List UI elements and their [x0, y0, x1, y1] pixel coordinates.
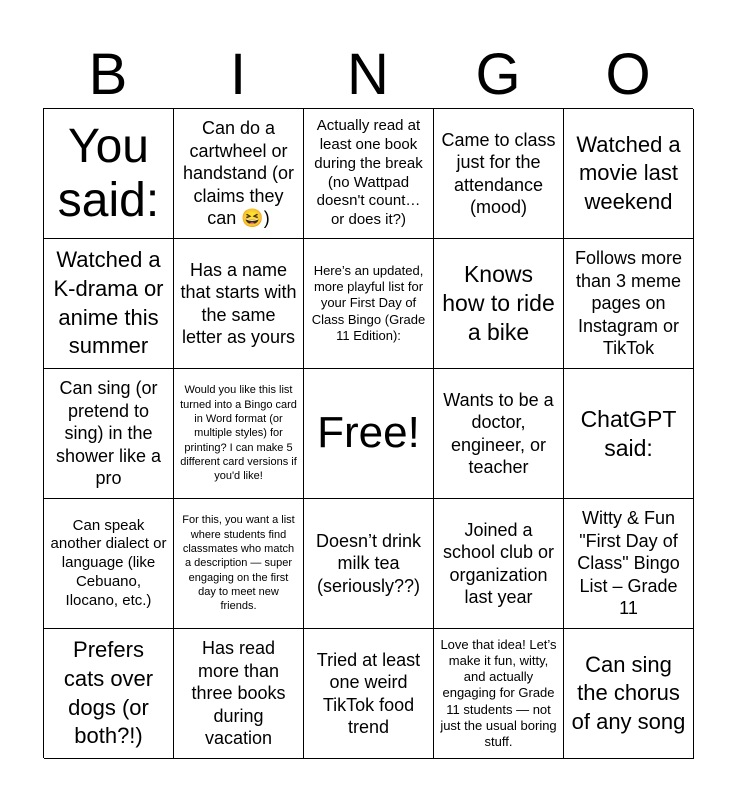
cell-text: Here’s an updated, more playful list for your First Day of Class Bingo (Grade 11 Edition): — [311, 262, 426, 343]
cell-text: Can sing (or pretend to sing) in the shower like a pro — [55, 378, 162, 489]
bingo-cell[interactable] — [304, 629, 434, 759]
bingo-header — [43, 44, 693, 106]
cell-text: You said: — [57, 119, 160, 227]
bingo-cell[interactable] — [174, 109, 304, 239]
cell-text: ChatGPT said: — [580, 405, 677, 461]
cell-text: Witty & Fun "First Day of Class" Bingo List – Grade 11 — [577, 508, 680, 619]
cell-text: Wants to be a doctor, engineer, or teacher — [443, 389, 554, 477]
cell-text: Follows more than 3 meme pages on Instagram or TikTok — [574, 248, 683, 359]
header-letter-n: N — [347, 42, 389, 107]
bingo-cell[interactable] — [44, 239, 174, 369]
cell-text: For this, you want a list where students find classmates who match a description — super engaging on the first day to meet new friends. — [182, 514, 295, 613]
bingo-cell[interactable] — [564, 109, 694, 239]
cell-text: Can sing the chorus of any song — [571, 651, 686, 734]
bingo-cell[interactable] — [564, 629, 694, 759]
free-space[interactable] — [304, 369, 434, 499]
bingo-cell[interactable] — [564, 239, 694, 369]
bingo-cell[interactable] — [564, 369, 694, 499]
cell-text: Has a name that starts with the same letter as yours — [180, 259, 297, 347]
bingo-cell[interactable] — [434, 629, 564, 759]
bingo-cell[interactable] — [174, 629, 304, 759]
bingo-cell[interactable] — [174, 369, 304, 499]
cell-text: Watched a K-drama or anime this summer — [53, 247, 164, 359]
bingo-cell[interactable] — [44, 629, 174, 759]
cell-text: Has read more than three books during vacation — [191, 638, 286, 749]
header-letter-b: B — [88, 42, 128, 107]
bingo-cell[interactable] — [44, 499, 174, 629]
cell-text: Can speak another dialect or language (like Cebuano, Ilocano, etc.) — [50, 516, 167, 609]
bingo-cell[interactable] — [304, 499, 434, 629]
cell-text: Love that idea! Let’s make it fun, witty, and actually engaging for Grade 11 students — not just the usual boring stuff. — [440, 636, 557, 750]
bingo-cell[interactable] — [434, 109, 564, 239]
free-space-text: Free! — [317, 408, 420, 458]
cell-text: Actually read at least one book during the break (no Wattpad doesn't count… or does it?) — [314, 117, 423, 228]
cell-text: Would you like this list turned into a Bingo card in Word format (or multiple styles) for printing? I can make 5 different card versions if you'd like! — [180, 384, 297, 483]
bingo-cell[interactable] — [44, 369, 174, 499]
bingo-cell[interactable] — [174, 499, 304, 629]
header-letter-g: G — [475, 42, 521, 107]
cell-text: Joined a school club or organization last year — [442, 519, 555, 607]
cell-text: Came to class just for the attendance (mood) — [441, 129, 556, 217]
bingo-cell[interactable] — [564, 499, 694, 629]
cell-text: Doesn’t drink milk tea (seriously??) — [315, 530, 422, 596]
cell-text: Can do a cartwheel or handstand (or claims they can 😆) — [182, 118, 295, 229]
bingo-cell[interactable] — [434, 499, 564, 629]
bingo-cell[interactable] — [434, 369, 564, 499]
cell-text: Watched a movie last weekend — [576, 131, 681, 214]
cell-text: Tried at least one weird TikTok food trend — [316, 649, 421, 737]
header-letter-o: O — [605, 42, 651, 107]
bingo-cell[interactable] — [434, 239, 564, 369]
bingo-cell[interactable] — [44, 109, 174, 239]
header-letter-i: I — [229, 42, 247, 107]
bingo-cell[interactable] — [304, 109, 434, 239]
cell-text: Prefers cats over dogs (or both?!) — [63, 637, 154, 749]
cell-text: Knows how to ride a bike — [442, 261, 555, 345]
bingo-cell[interactable] — [304, 239, 434, 369]
bingo-grid — [43, 108, 693, 758]
bingo-cell[interactable] — [174, 239, 304, 369]
